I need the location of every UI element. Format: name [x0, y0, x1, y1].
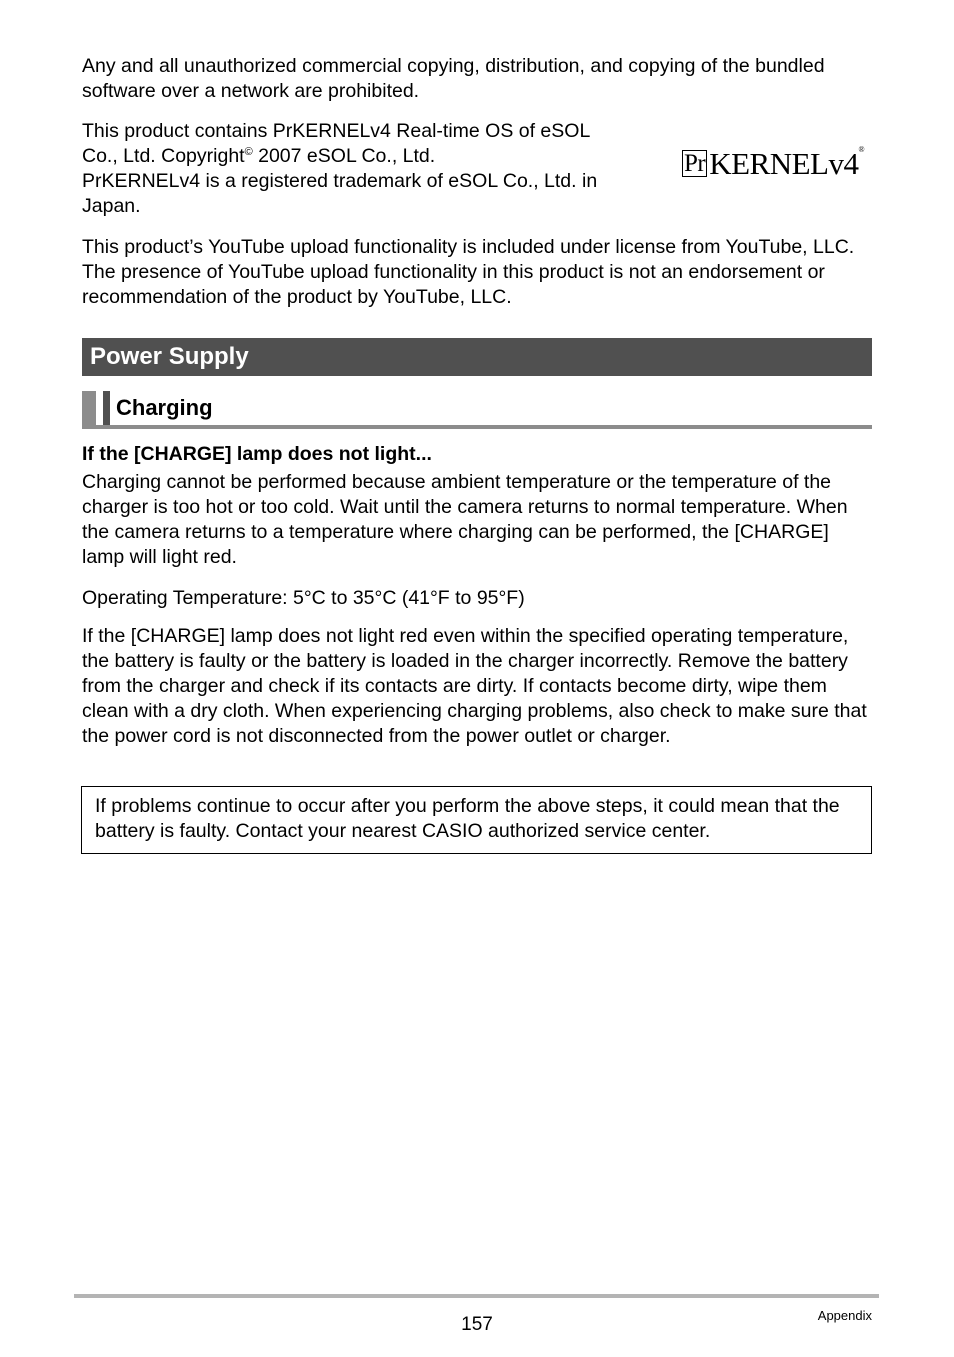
temp-value: 5°C to 35°C (41°F to 95°F): [293, 587, 525, 609]
subsection-marker: [82, 391, 96, 425]
section-header: [82, 338, 872, 376]
troubleshoot-heading: If the [CHARGE] lamp does not light...: [82, 443, 432, 465]
subsection-marker-dark: [103, 391, 110, 425]
subsection-title: Charging: [116, 395, 213, 420]
prkernel-notice: This product contains PrKERNELv4 Real-time OS of eSOL Co., Ltd. Copyright© 2007 eSOL Co., Ltd. PrKERNELv4 is a registered trademark of eSOL Co., Ltd. in Japan.: [82, 120, 598, 217]
battery-paragraph: If the [CHARGE] lamp does not light red even within the specified operating temperature, the battery is faulty or the battery is loaded in the charger incorrectly. Remove the battery from the charger and check if its contacts are dirty. If contacts become dirty, wipe them clean with a dry cloth. When experiencing charging problems, also check to make sure that the power cord is not disconnected from the power outlet or charger.: [82, 625, 867, 747]
footer-divider: [74, 1294, 879, 1298]
copying-notice: Any and all unauthorized commercial copying, distribution, and copying of the bundled software over a network are prohibited.: [82, 55, 825, 102]
prkernel-logo: Pr KERNELv4®: [684, 145, 865, 181]
note-text: If problems continue to occur after you perform the above steps, it could mean that the battery is faulty. Contact your nearest CASIO authorized service center.: [95, 795, 840, 842]
note-box: [81, 786, 872, 854]
subsection-header: [82, 391, 872, 429]
youtube-notice: This product’s YouTube upload functionality is included under license from YouTube, LLC. The presence of YouTube upload functionality in this product is not an endorsement or recommendation of the product by YouTube, LLC.: [82, 236, 855, 308]
section-title: Power Supply: [90, 343, 249, 370]
operating-temperature: Operating Temperature: 5°C to 35°C (41°F to 95°F): [82, 587, 525, 609]
chapter-label: Appendix: [817, 1308, 872, 1323]
charging-paragraph: Charging cannot be performed because ambient temperature or the temperature of the charger is too hot or too cold. Wait until the camera returns to normal temperature. When the camera returns to a temperature where charging can be performed, the [CHARGE] lamp will light red.: [82, 471, 848, 568]
temp-label: Operating Temperature: [82, 587, 283, 609]
page-number: 157: [461, 1314, 493, 1335]
